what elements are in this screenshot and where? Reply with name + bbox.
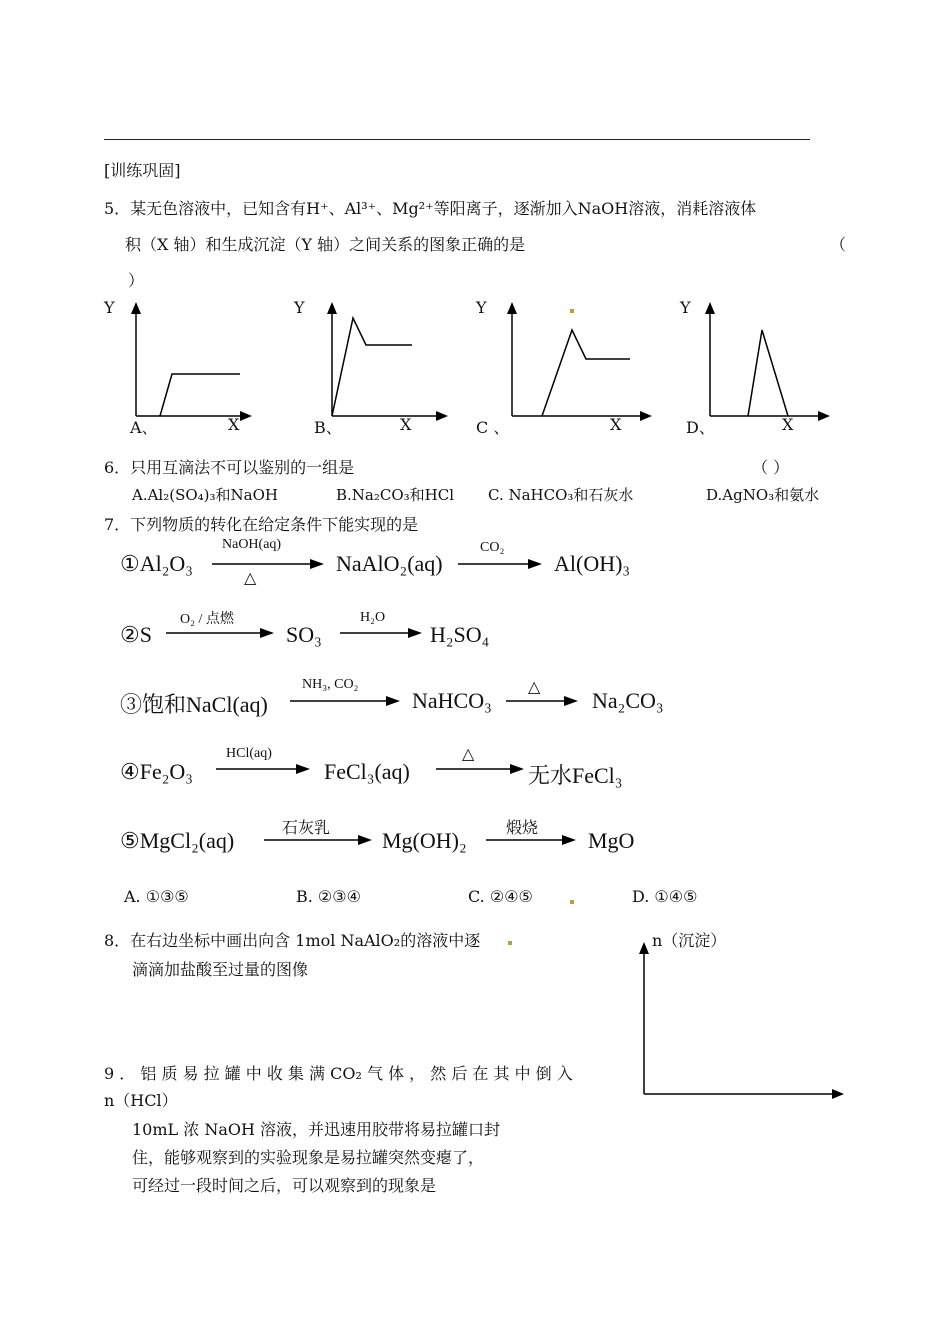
- row4-cond2-top: △: [462, 746, 475, 763]
- graph-d-option-label: D、: [686, 418, 715, 437]
- graph-c-curve: [542, 330, 630, 416]
- q8-y-arrowhead: [639, 942, 649, 954]
- row2-cond1-top: O₂ / 点燃: [180, 612, 234, 627]
- graph-a-y-arrowhead: [131, 302, 141, 314]
- row3-arrow2: [506, 695, 586, 707]
- graph-c-x-arrowhead: [640, 411, 652, 421]
- row1-cond2-top: CO₂: [480, 540, 505, 555]
- graph-c-y-label: Y: [476, 298, 487, 317]
- row5-cond2-top: 煅烧: [506, 820, 539, 837]
- q5-line2: 积（X 轴）和生成沉淀（Y 轴）之间关系的图象正确的是: [125, 235, 526, 254]
- q7-option-a: A. ①③⑤: [124, 887, 189, 906]
- graph-a-option-label: A、: [130, 418, 158, 437]
- graph-b-y-label: Y: [294, 298, 305, 317]
- row4-reactant: ④Fe₂O₃: [120, 759, 193, 784]
- q8-x-arrowhead: [832, 1089, 844, 1099]
- section-title: [训练巩固]: [104, 161, 181, 180]
- graph-a-x-arrowhead: [240, 411, 252, 421]
- row1-cond1-top: NaOH(aq): [222, 537, 282, 552]
- q6-answer-paren: （ ）: [752, 458, 790, 477]
- graph-d-x-arrowhead: [818, 411, 830, 421]
- q5-paren-close: ）: [128, 271, 145, 290]
- q7-dot: [570, 900, 574, 904]
- graph-b-x-label: X: [400, 415, 412, 434]
- row3-cond2-top: △: [528, 679, 541, 696]
- q8-dot: [508, 941, 512, 945]
- q6-option-d: D.AgNO₃和氨水: [706, 486, 820, 504]
- q7-stem: 7．下列物质的转化在给定条件下能实现的是: [104, 515, 419, 534]
- row1-product: Al(OH)₃: [554, 551, 631, 576]
- row5-reactant: ⑤MgCl₂(aq): [120, 828, 235, 853]
- row3-arrow1: [290, 695, 410, 707]
- graph-d-y-label: Y: [680, 298, 691, 317]
- graph-b-y-arrowhead: [327, 302, 337, 314]
- row2-product: H₂SO₄: [430, 622, 490, 647]
- row5-product: MgO: [588, 828, 635, 853]
- q9-line4: 可经过一段时间之后，可以观察到的现象是: [132, 1176, 437, 1195]
- row3-reactant: ③饱和NaCl(aq): [120, 692, 268, 717]
- graph-c-plot: [496, 300, 656, 425]
- graph-c-y-arrowhead: [507, 302, 517, 314]
- graph-a-y-label: Y: [104, 298, 115, 317]
- q6-option-a: A.Al₂(SO₄)₃和NaOH: [132, 486, 278, 504]
- row2-intermediate: SO₃: [286, 622, 322, 647]
- row3-product: Na₂CO₃: [592, 688, 664, 713]
- graph-b-x-arrowhead: [436, 411, 448, 421]
- graph-b-option-label: B、: [314, 418, 342, 437]
- row1-reactant: ①Al₂O₃: [120, 551, 193, 576]
- graph-d-y-arrowhead: [705, 302, 715, 314]
- graph-d-x-label: X: [782, 415, 794, 434]
- row3-intermediate: NaHCO₃: [412, 688, 492, 713]
- row4-cond1-top: HCl(aq): [226, 746, 272, 761]
- row4-intermediate: FeCl₃(aq): [324, 759, 410, 784]
- graph-c-dot: [570, 309, 574, 313]
- q6-stem: 6．只用互滴法不可以鉴别的一组是: [104, 458, 355, 477]
- q5-line1: 5．某无色溶液中，已知含有H⁺、Al³⁺、Mg²⁺等阳离子，逐渐加入NaOH溶液，消耗溶液体: [104, 199, 757, 218]
- graph-d-plot: [694, 300, 844, 425]
- row1-intermediate: NaAlO₂(aq): [336, 551, 443, 576]
- row4-arrow2: [436, 763, 526, 775]
- row2-arrow2: [340, 627, 430, 639]
- row4-product: 无水FeCl₃: [528, 763, 623, 788]
- graph-a-plot: [120, 300, 260, 425]
- row2-cond2-top: H₂O: [360, 610, 386, 625]
- q8-y-axis-label: n（沉淀）: [652, 931, 727, 950]
- row2-reactant: ②S: [120, 622, 152, 647]
- row5-arrow2: [486, 834, 586, 846]
- row5-arrow1: [264, 834, 384, 846]
- graph-a-curve: [160, 374, 240, 416]
- q9-line1: 9 ． 铝 质 易 拉 罐 中 收 集 满 CO₂ 气 体 ， 然 后 在 其 中 倒 入: [104, 1064, 573, 1083]
- row1-arrow1: [212, 558, 332, 570]
- row3-cond1-top: NH₃, CO₂: [302, 677, 359, 692]
- graph-b-plot: [316, 300, 456, 425]
- q5-paren-open: （: [830, 235, 847, 254]
- q8-line2: 滴滴加盐酸至过量的图像: [132, 960, 309, 979]
- header-rule: [104, 139, 810, 140]
- q8-coordinate-axes: [636, 940, 850, 1100]
- row2-arrow1: [166, 627, 286, 639]
- row5-intermediate: Mg(OH)₂: [382, 828, 467, 853]
- q8-x-axis-label: n（HCl）: [104, 1091, 178, 1110]
- row1-arrow2: [458, 558, 548, 570]
- q7-option-b: B. ②③④: [296, 887, 361, 906]
- q6-option-b: B.Na₂CO₃和HCl: [336, 486, 455, 504]
- graph-d-curve: [748, 330, 788, 416]
- graph-a-x-label: X: [228, 415, 240, 434]
- q9-line2: 10mL 浓 NaOH 溶液，并迅速用胶带将易拉罐口封: [132, 1120, 501, 1139]
- q9-line3: 住，能够观察到的实验现象是易拉罐突然变瘪了，: [132, 1148, 485, 1167]
- row1-cond1-bottom: △: [244, 570, 257, 587]
- q7-option-c: C. ②④⑤: [468, 887, 533, 906]
- q6-option-c: C. NaHCO₃和石灰水: [488, 486, 634, 504]
- graph-c-option-label: C 、: [476, 418, 510, 437]
- q7-option-d: D. ①④⑤: [632, 887, 698, 906]
- q8-line1: 8．在右边坐标中画出向含 1mol NaAlO₂的溶液中逐: [104, 931, 481, 950]
- graph-b-curve: [332, 318, 412, 416]
- graph-c-x-label: X: [610, 415, 622, 434]
- row4-arrow1: [216, 763, 316, 775]
- row5-cond1-top: 石灰乳: [282, 820, 331, 837]
